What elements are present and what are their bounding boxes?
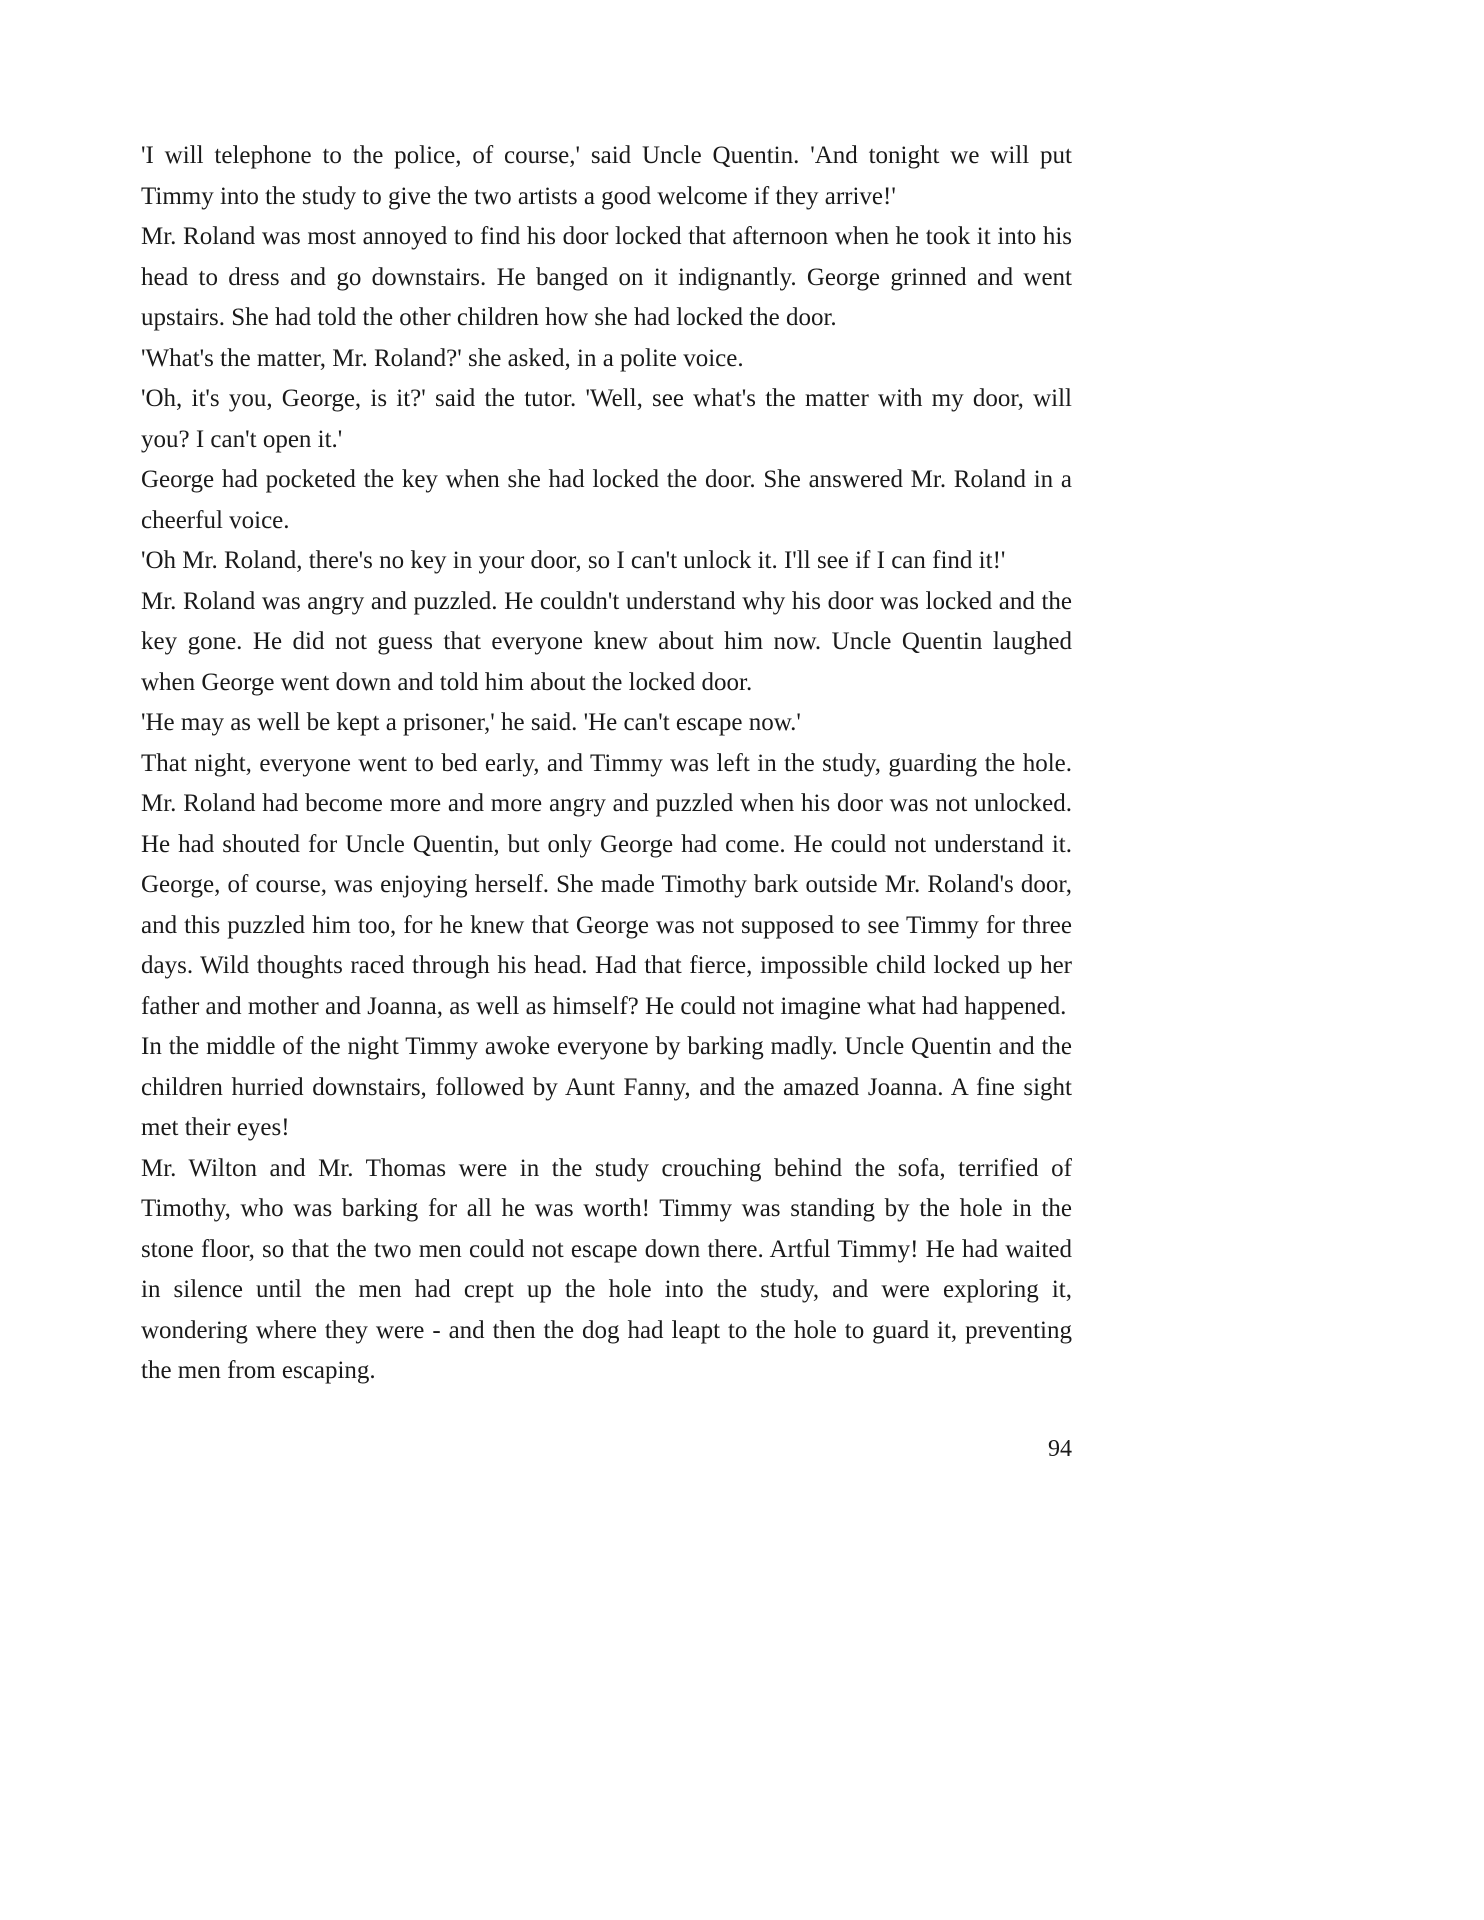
page-number: 94: [1048, 1436, 1072, 1462]
paragraph: Mr. Wilton and Mr. Thomas were in the study crouching behind the sofa, terrified of Timothy, who was barking for all he was worth! Timmy was standing by the hole in the stone floor, so that the two men could not escape down there. Artful Timmy! He had waited in silence until the men had crept up the hole into the study, and were exploring it, wondering where they were - and then the dog had leapt to the hole to guard it, preventing the men from escaping.: [141, 1154, 1072, 1384]
paragraph: In the middle of the night Timmy awoke everyone by barking madly. Uncle Quentin and the children hurried downstairs, followed by Aunt Fanny, and the amazed Joanna. A fine sight met their eyes!: [141, 1033, 1072, 1141]
paragraph: Mr. Roland was most annoyed to find his door locked that afternoon when he took it into his head to dress and go downstairs. He banged on it indignantly. George grinned and went upstairs. She had told the other children how she had locked the door.: [141, 223, 1072, 331]
paragraph: 'What's the matter, Mr. Roland?' she asked, in a polite voice.: [141, 344, 744, 372]
paragraph: 'Oh, it's you, George, is it?' said the tutor. 'Well, see what's the matter with my door, will you? I can't open it.': [141, 385, 1072, 453]
paragraph: 'He may as well be kept a prisoner,' he said. 'He can't escape now.': [141, 709, 801, 736]
paragraph: 'Oh Mr. Roland, there's no key in your door, so I can't unlock it. I'll see if I can find it!': [141, 547, 1006, 574]
paragraph: George had pocketed the key when she had locked the door. She answered Mr. Roland in a cheerful voice.: [141, 466, 1072, 534]
paragraph: 'I will telephone to the police, of course,' said Uncle Quentin. 'And tonight we will put Timmy into the study to give the two artists a good welcome if they arrive!': [141, 142, 1072, 210]
paragraph: That night, everyone went to bed early, and Timmy was left in the study, guarding the hole. Mr. Roland had become more and more angry and puzzled when his door was not unlocked. He had shouted for Uncle Quentin, but only George had come. He could not understand it. George, of course, was enjoying herself. She made Timothy bark outside Mr. Roland's door, and this puzzled him too, for he knew that George was not supposed to see Timmy for three days. Wild thoughts raced through his head. Had that fierce, impossible child locked up her father and mother and Joanna, as well as himself? He could not imagine what had happened.: [141, 749, 1072, 1020]
paragraph: Mr. Roland was angry and puzzled. He couldn't understand why his door was locked and the key gone. He did not guess that everyone knew about him now. Uncle Quentin laughed when George went down and told him about the locked door.: [141, 587, 1072, 696]
text-content: [141, 136, 1072, 1392]
